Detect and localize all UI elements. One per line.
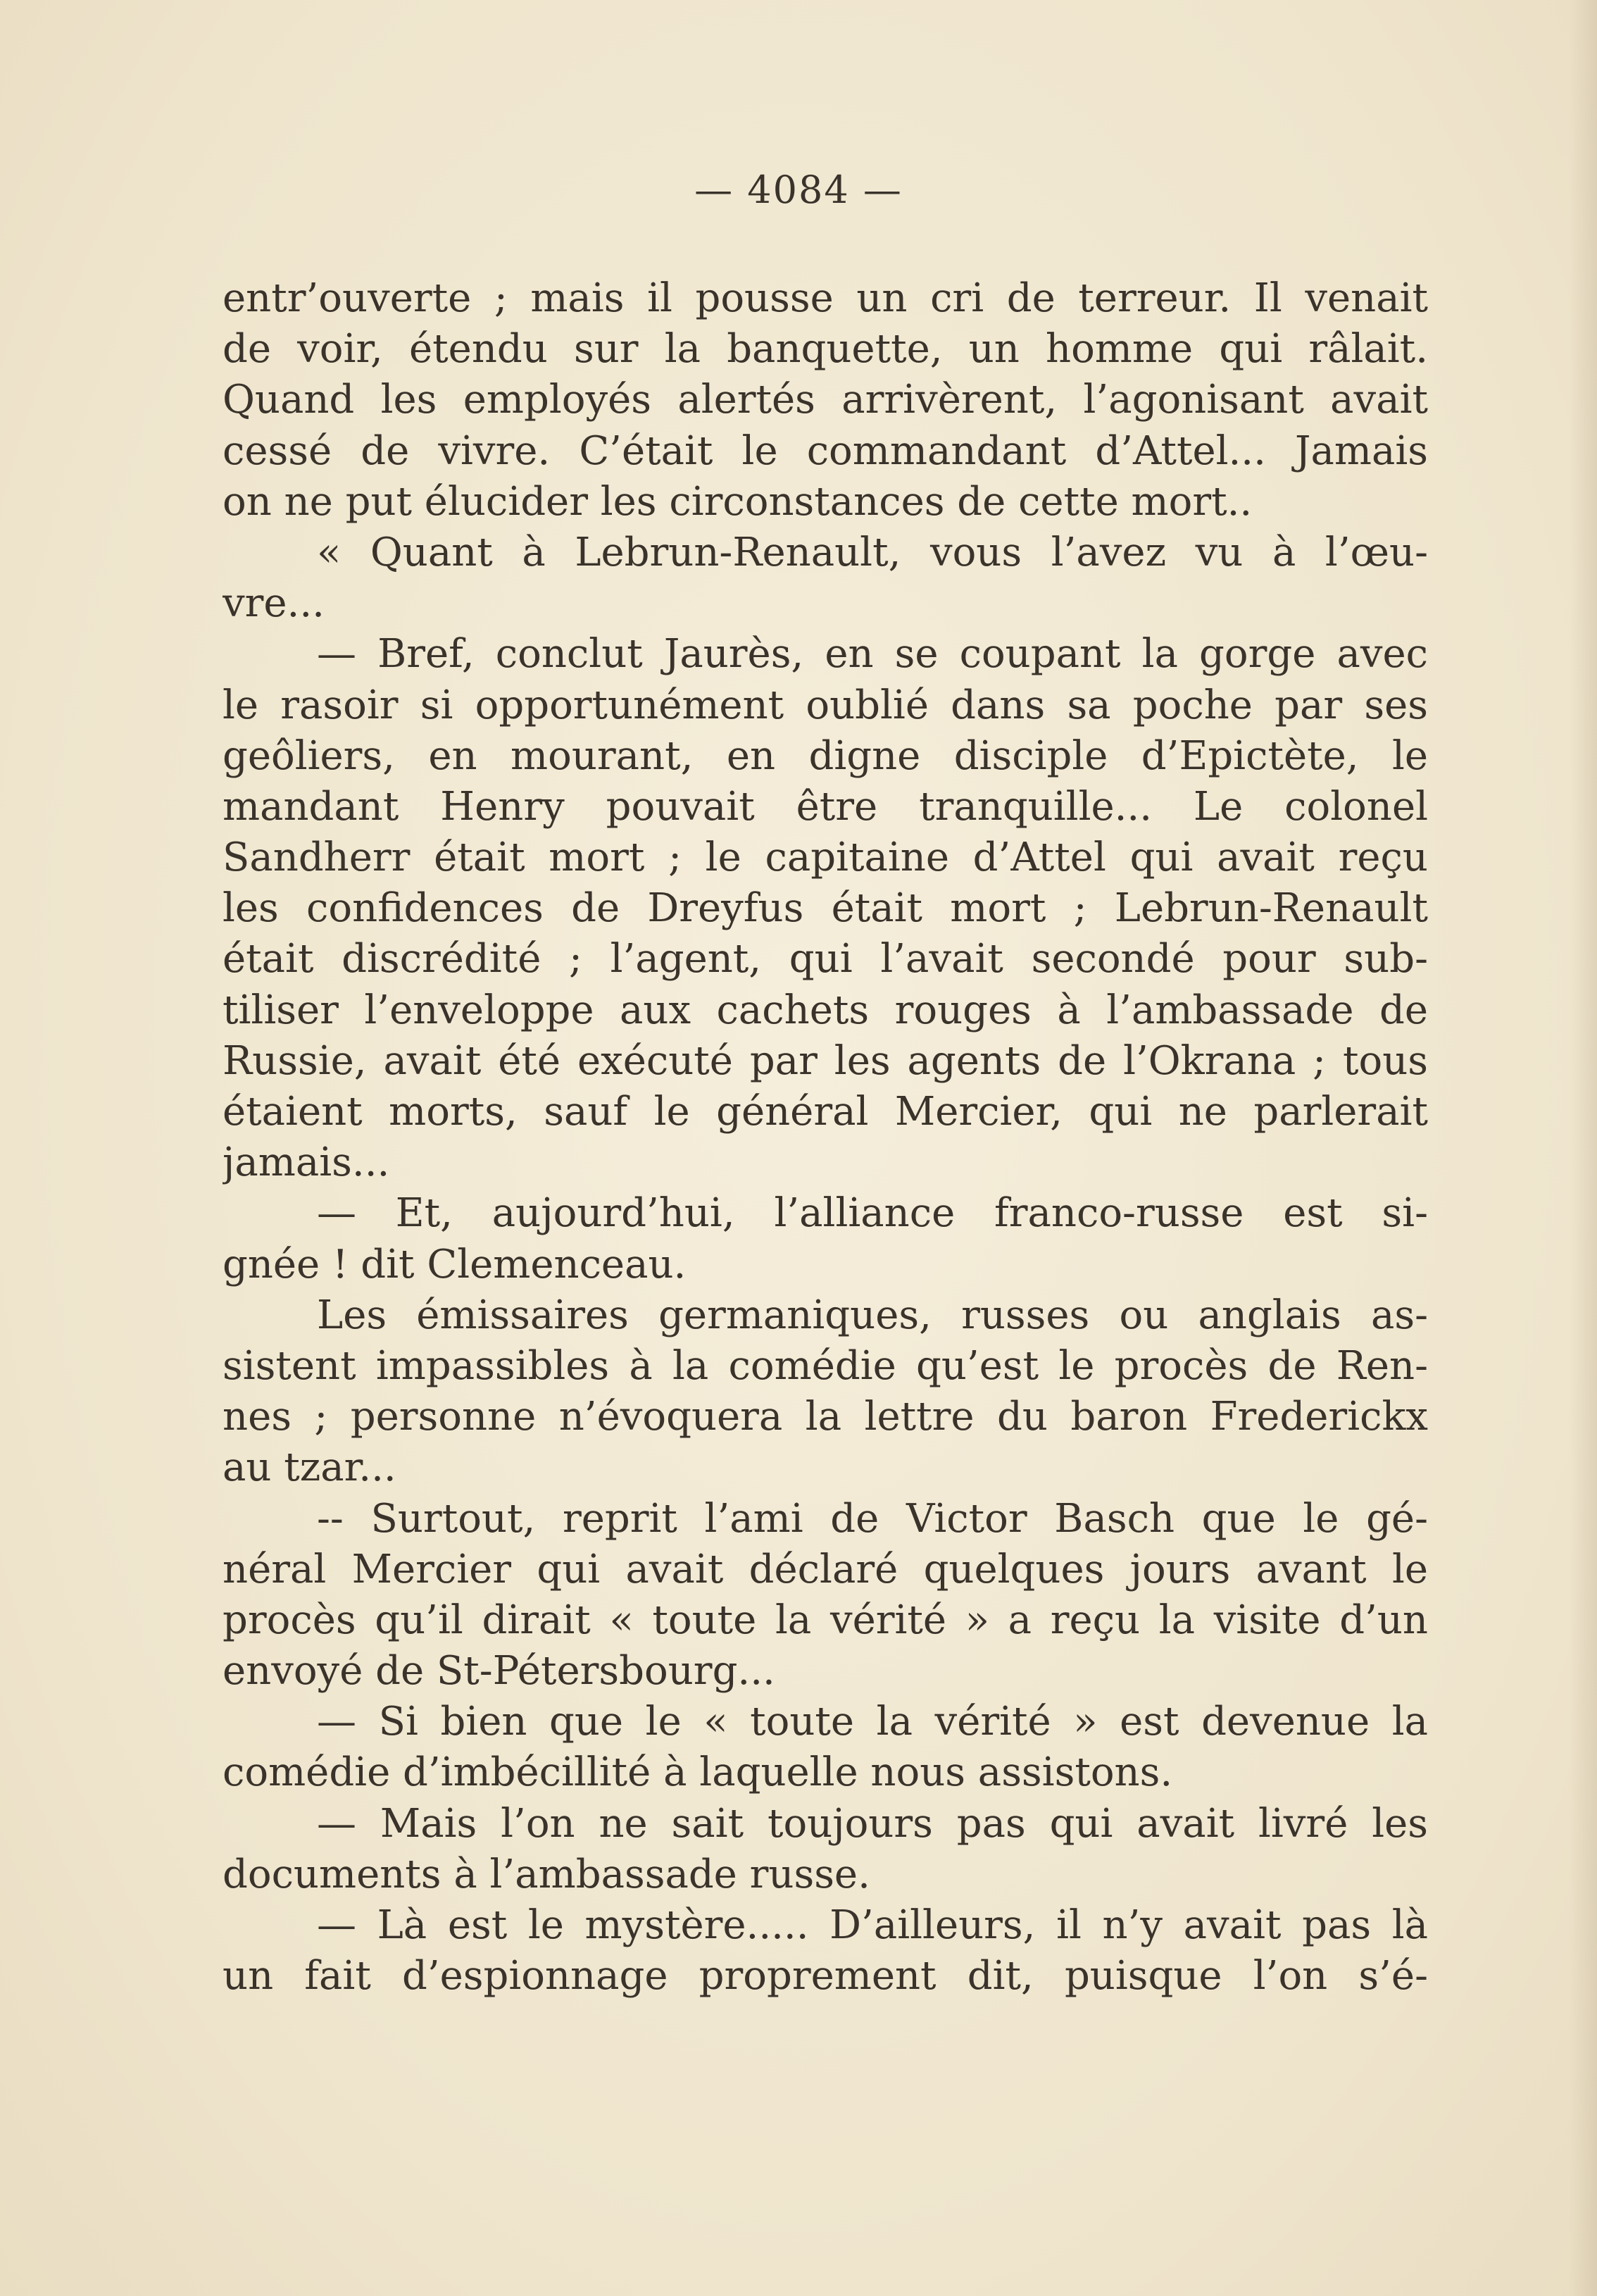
text-line: Sandherr était mort ; le capitaine d’Attel qui avait reçu (223, 835, 1428, 881)
text-line: geôliers, en mourant, en digne disciple d’Epictète, le (223, 732, 1428, 779)
text-line: — Mais l’on ne sait toujours pas qui avait livré les (317, 1800, 1428, 1847)
text-line: — Si bien que le « toute la vérité » est devenue la (317, 1699, 1428, 1745)
text-line: de voir, étendu sur la banquette, un homme qui râlait. (223, 326, 1428, 373)
text-line: — Et, aujourd’hui, l’alliance franco-russe est si- (317, 1190, 1428, 1237)
text-line: « Quant à Lebrun-Renault, vous l’avez vu à l’œu- (317, 529, 1428, 575)
text-line: le rasoir si opportunément oublié dans sa poche par ses (223, 682, 1428, 728)
text-line: tiliser l’enveloppe aux cachets rouges à l’ambassade de (223, 987, 1428, 1033)
text-line: procès qu’il dirait « toute la vérité » a reçu la visite d’un (223, 1597, 1428, 1643)
text-line: -- Surtout, reprit l’ami de Victor Basch que le gé- (317, 1495, 1428, 1542)
text-line: on ne put élucider les circonstances de cette mort.. (223, 478, 1253, 525)
text-line: Les émissaires germaniques, russes ou anglais as- (317, 1292, 1428, 1338)
text-line: jamais... (223, 1140, 390, 1186)
page-edge-shadow (1569, 0, 1597, 2296)
text-line: les confidences de Dreyfus était mort ; Lebrun-Renault (223, 885, 1428, 932)
text-line: gnée ! dit Clemenceau. (223, 1241, 687, 1287)
text-line: comédie d’imbécillité à laquelle nous assistons. (223, 1749, 1173, 1796)
text-line: au tzar... (223, 1445, 396, 1491)
text-line: étaient morts, sauf le général Mercier, qui ne parlerait (223, 1089, 1428, 1135)
text-line: néral Mercier qui avait déclaré quelques jours avant le (223, 1546, 1428, 1592)
text-line: Quand les employés alertés arrivèrent, l’agonisant avait (223, 377, 1428, 423)
text-line: un fait d’espionnage proprement dit, puisque l’on s’é- (223, 1953, 1428, 1999)
text-line: était discrédité ; l’agent, qui l’avait secondé pour sub- (223, 936, 1428, 982)
text-line: cessé de vivre. C’était le commandant d’Attel... Jamais (223, 428, 1428, 474)
text-line: — Bref, conclut Jaurès, en se coupant la gorge avec (317, 631, 1428, 678)
text-line: envoyé de St-Pétersbourg... (223, 1648, 775, 1695)
text-line: entr’ouverte ; mais il pousse un cri de terreur. Il venait (223, 275, 1428, 321)
text-line: — Là est le mystère..... D’ailleurs, il n’y avait pas là (317, 1902, 1428, 1948)
text-line: sistent impassibles à la comédie qu’est le procès de Ren- (223, 1342, 1428, 1389)
text-line: documents à l’ambassade russe. (223, 1851, 870, 1897)
page-number: — 4084 — (694, 168, 903, 212)
text-line: vre... (223, 580, 325, 627)
text-line: Russie, avait été exécuté par les agents de l’Okrana ; tous (223, 1037, 1428, 1084)
text-line: mandant Henry pouvait être tranquille... Le colonel (223, 783, 1428, 830)
body-text (223, 273, 1428, 2002)
text-line: nes ; personne n’évoquera la lettre du baron Frederickx (223, 1394, 1428, 1440)
